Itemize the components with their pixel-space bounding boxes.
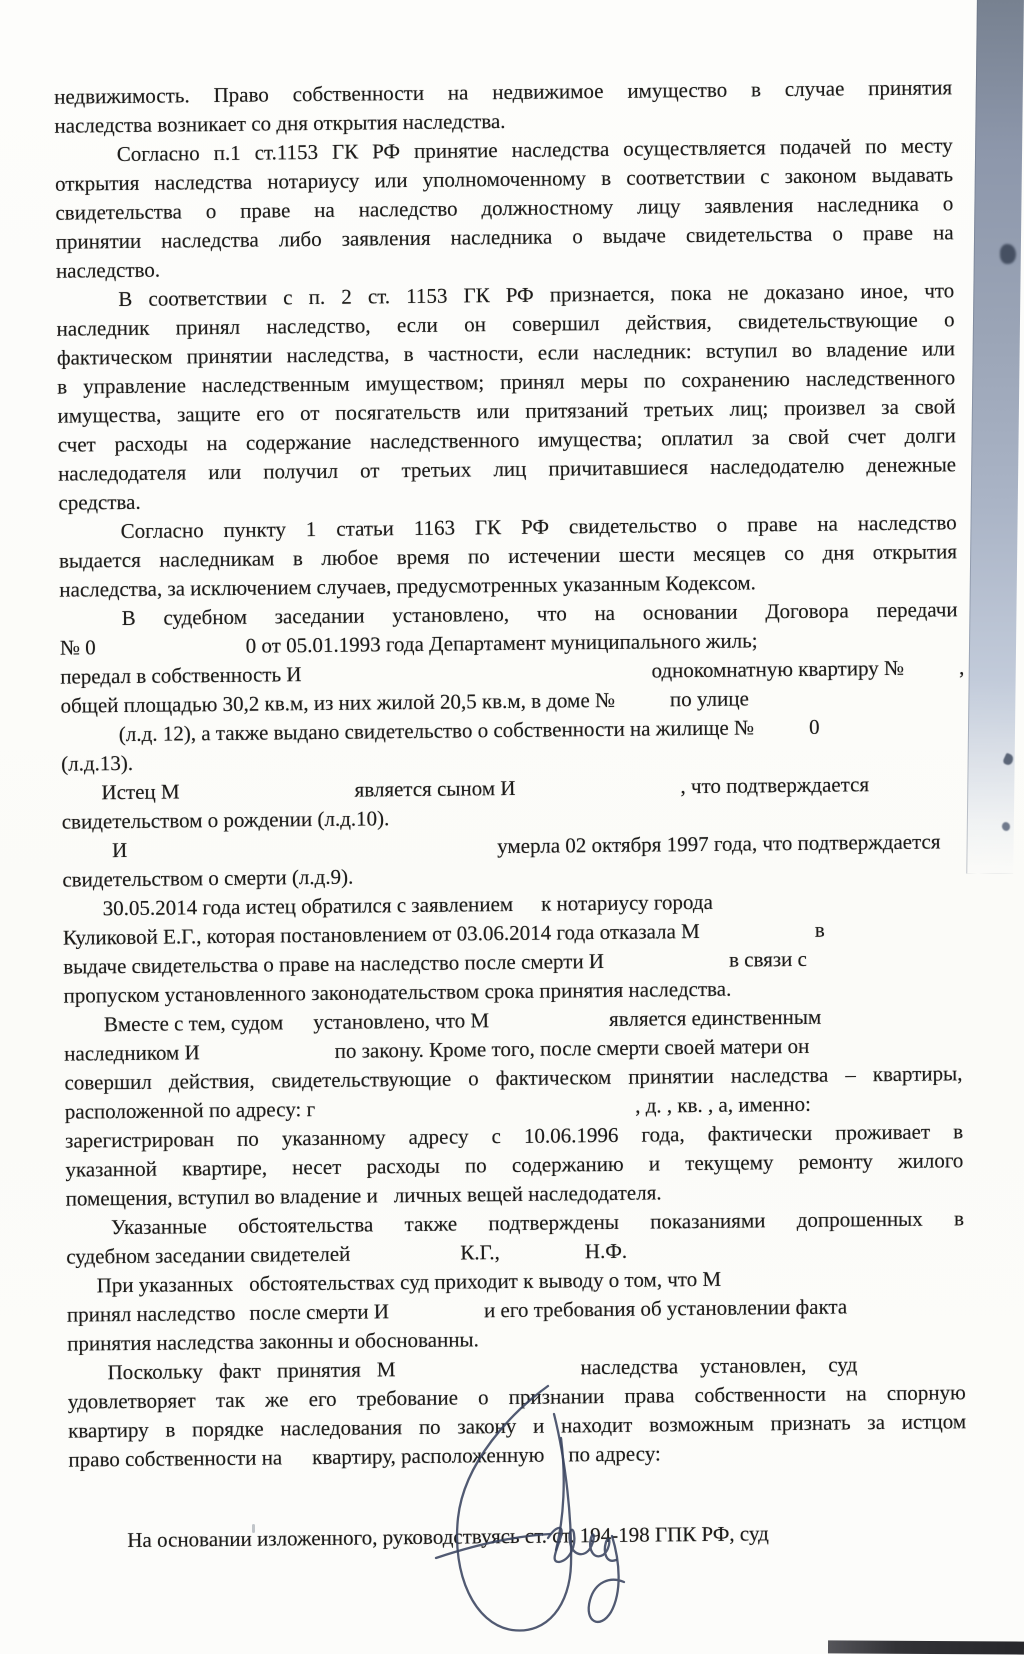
redacted-gap (700, 935, 815, 938)
redacted-gap (361, 1374, 377, 1376)
text-segment: В судебном заседании установлено, что на основании Договора передачи (121, 597, 958, 631)
text-segment: обстоятельствах суд приходит к выводу о том, что М (249, 1266, 722, 1296)
text-segment: наследник принял наследство, если он совершил действия, свидетельствующие о (56, 307, 955, 341)
redacted-gap (315, 1111, 635, 1116)
text-segment: выдается наследникам в любое время по истечении шести месяцев со дня открытия (58, 539, 958, 573)
text-segment: Н.Ф. (584, 1238, 628, 1264)
text-segment: квартиру, расположенную (312, 1442, 545, 1470)
text-segment: к нотариусу города (541, 889, 713, 916)
text-segment: наследником И (64, 1040, 200, 1066)
text-segment: зарегистрирован по указанному адресу с 10.06.1996 года, фактически проживает в (64, 1119, 964, 1153)
text-segment: Согласно п.1 ст.1153 ГК РФ принятие наследства осуществляется подачей по месту (116, 133, 953, 167)
text-segment: свидетельством о смерти (л.д.9). (62, 864, 354, 892)
text-segment: принятия наследства законны и обоснованны. (67, 1327, 479, 1356)
redacted-gap (180, 795, 355, 799)
redacted-gap (678, 1371, 700, 1373)
text-segment: , (958, 655, 965, 680)
text-segment: по закону. Кроме того, после смерти своей матери он (334, 1033, 810, 1063)
text-segment: однокомнатную квартиру № (651, 655, 905, 683)
text-segment: (л.д. 12), а также выдано свидетельство о собственности на жилище № (118, 715, 755, 747)
text-segment: В соответствии с п. 2 ст. 1153 ГК РФ признается, пока не доказано иное, что (118, 278, 955, 312)
text-segment: 0 (808, 714, 820, 739)
text-segment: принятия (276, 1357, 361, 1383)
text-segment: принятии наследства либо заявления наследника о выдаче свидетельства о праве на (55, 220, 954, 254)
text-segment: помещения, вступил во владение и (65, 1183, 378, 1211)
text-segment: квартиру в порядке наследования по закону и находит возможным признать за истцом (68, 1409, 967, 1443)
redacted-gap (754, 732, 809, 735)
text-segment: , что подтверждается (680, 772, 870, 799)
text-segment: свидетельством о рождении (л.д.10). (61, 806, 390, 834)
text-segment: по адресу: (568, 1441, 661, 1467)
text-segment: Согласно пункту 1 статьи 1163 ГК РФ свидетельство о праве на наследство (120, 510, 957, 544)
text-segment: указанной квартире, несет расходы по содержанию и текущему ремонту жилого (65, 1148, 964, 1182)
text-segment: , д. , кв. , а, именно: (635, 1091, 812, 1118)
redacted-gap (513, 909, 541, 911)
text-segment: К.Г., (460, 1240, 500, 1265)
text-segment: расположенной по адресу: г (64, 1097, 316, 1124)
redacted-gap (389, 1315, 484, 1318)
redacted-gap (806, 1370, 828, 1372)
text-segment: фактическом принятии наследства, в частности, если наследник: вступил во владение или (56, 336, 955, 370)
text-segment: удовлетворяет так же его требование о признании права собственности на спорную (67, 1380, 966, 1414)
text-segment: является единственным (608, 1004, 822, 1031)
text-segment: свидетельства о праве на наследство должностному лицу заявления наследника о (55, 191, 954, 225)
text-segment: умерла 02 октября 1997 года, что подтверждается (497, 829, 941, 859)
text-segment: наследство. (55, 257, 161, 283)
redacted-gap (604, 965, 729, 968)
text-segment: факт (218, 1358, 262, 1384)
text-segment: 30.05.2014 года истец обратился с заявлением (102, 891, 514, 921)
redacted-gap (233, 1289, 249, 1291)
redacted-gap (235, 1318, 249, 1320)
text-segment: суд (828, 1352, 858, 1377)
text-segment: в (814, 917, 825, 942)
redacted-gap (904, 672, 959, 675)
text-segment: по улице (669, 686, 749, 712)
text-segment: пропуском установленного законодательством срока принятия наследства. (63, 976, 732, 1008)
text-segment: наследства (580, 1354, 679, 1380)
text-segment: На основании изложенного, руководствуясь ст. ст. 194-198 ГПК РФ, суд (127, 1521, 769, 1553)
redacted-gap (378, 1200, 394, 1202)
text-segment: выдаче свидетельства о праве на наследство после смерти И (63, 948, 605, 979)
text-segment: средства. (58, 489, 141, 515)
text-segment: является сыном И (354, 775, 516, 802)
redacted-gap (127, 851, 497, 857)
redacted-gap (500, 1256, 585, 1259)
document-text-body (54, 73, 967, 1555)
text-segment: И (111, 837, 128, 863)
redacted-gap (200, 1056, 335, 1059)
text-segment: № 0 (59, 635, 96, 660)
scan-bottom-bar (828, 1640, 1024, 1654)
text-segment: недвижимость. Право собственности на недвижимое имущество в случае принятия (54, 75, 953, 109)
scan-edge-shadow (966, 0, 1024, 874)
text-segment: М (376, 1357, 396, 1382)
text-segment: открытия наследства нотариусу или уполномоченному в соответствии с законом выдавать (54, 162, 954, 196)
text-segment: судебном заседании свидетелей (66, 1241, 351, 1269)
redacted-gap (489, 1024, 609, 1027)
text-segment: установлено, что М (313, 1008, 490, 1035)
text-segment: принял наследство (66, 1300, 236, 1327)
redacted-gap (615, 704, 670, 707)
text-segment: При указанных (96, 1271, 234, 1298)
text-segment: 0 от 05.01.1993 года Департамент муниципального жиль; (245, 628, 758, 658)
scan-edge-blemish (1000, 244, 1016, 264)
text-segment: в управление наследственным имуществом; принял меры по сохранению наследственного (57, 365, 956, 399)
text-segment: после смерти И (249, 1299, 390, 1325)
redacted-gap (261, 1375, 277, 1377)
redacted-gap (282, 1462, 312, 1464)
text-segment: Истец М (101, 779, 180, 805)
text-segment: общей площадью 30,2 кв.м, из них жилой 20,5 кв.м, в доме № (60, 687, 616, 718)
redacted-gap (96, 651, 246, 655)
text-segment: совершил действия, свидетельствующие о фактическом принятии наследства – квартиры, (64, 1061, 963, 1095)
text-segment: имущества, защите его от посягательств или притязаний третьих лиц; произвел за свой (57, 394, 956, 428)
redacted-gap (396, 1372, 581, 1376)
text-segment: Куликовой Е.Г., которая постановлением от 03.06.2014 года отказала М (62, 918, 700, 950)
text-segment: (л.д.13). (61, 750, 134, 776)
text-segment: счет расходы на содержание наследственного имущества; оплатил за свой счет долги (57, 423, 956, 457)
redacted-gap (302, 675, 652, 681)
text-segment: Поскольку (107, 1359, 203, 1385)
signature-scribble (398, 1378, 658, 1648)
redacted-gap (283, 1027, 313, 1029)
text-segment: передал в собственность И (60, 662, 302, 689)
redacted-gap (516, 791, 681, 795)
redacted-gap (203, 1376, 219, 1378)
text-segment: установлен, (699, 1352, 807, 1379)
text-segment: наследства, за исключением случаев, предусмотренных указанным Кодексом. (59, 570, 756, 602)
text-segment: в связи с (728, 946, 808, 972)
text-segment: наследодателя или получил от третьих лиц причитавшиеся наследодателю денежные (57, 452, 957, 486)
text-segment: наследства возникает со дня открытия наследства. (54, 108, 506, 138)
text-segment: право собственности на (68, 1445, 283, 1472)
text-segment: Указанные обстоятельства также подтверждены показаниями допрошенных в (110, 1206, 965, 1240)
text-segment: личных вещей наследодателя. (393, 1180, 662, 1208)
handwritten-signature (398, 1378, 658, 1648)
text-segment: и его требования об установлении факта (483, 1294, 848, 1323)
text-segment: Вместе с тем, судом (103, 1010, 284, 1037)
redacted-gap (350, 1258, 460, 1261)
